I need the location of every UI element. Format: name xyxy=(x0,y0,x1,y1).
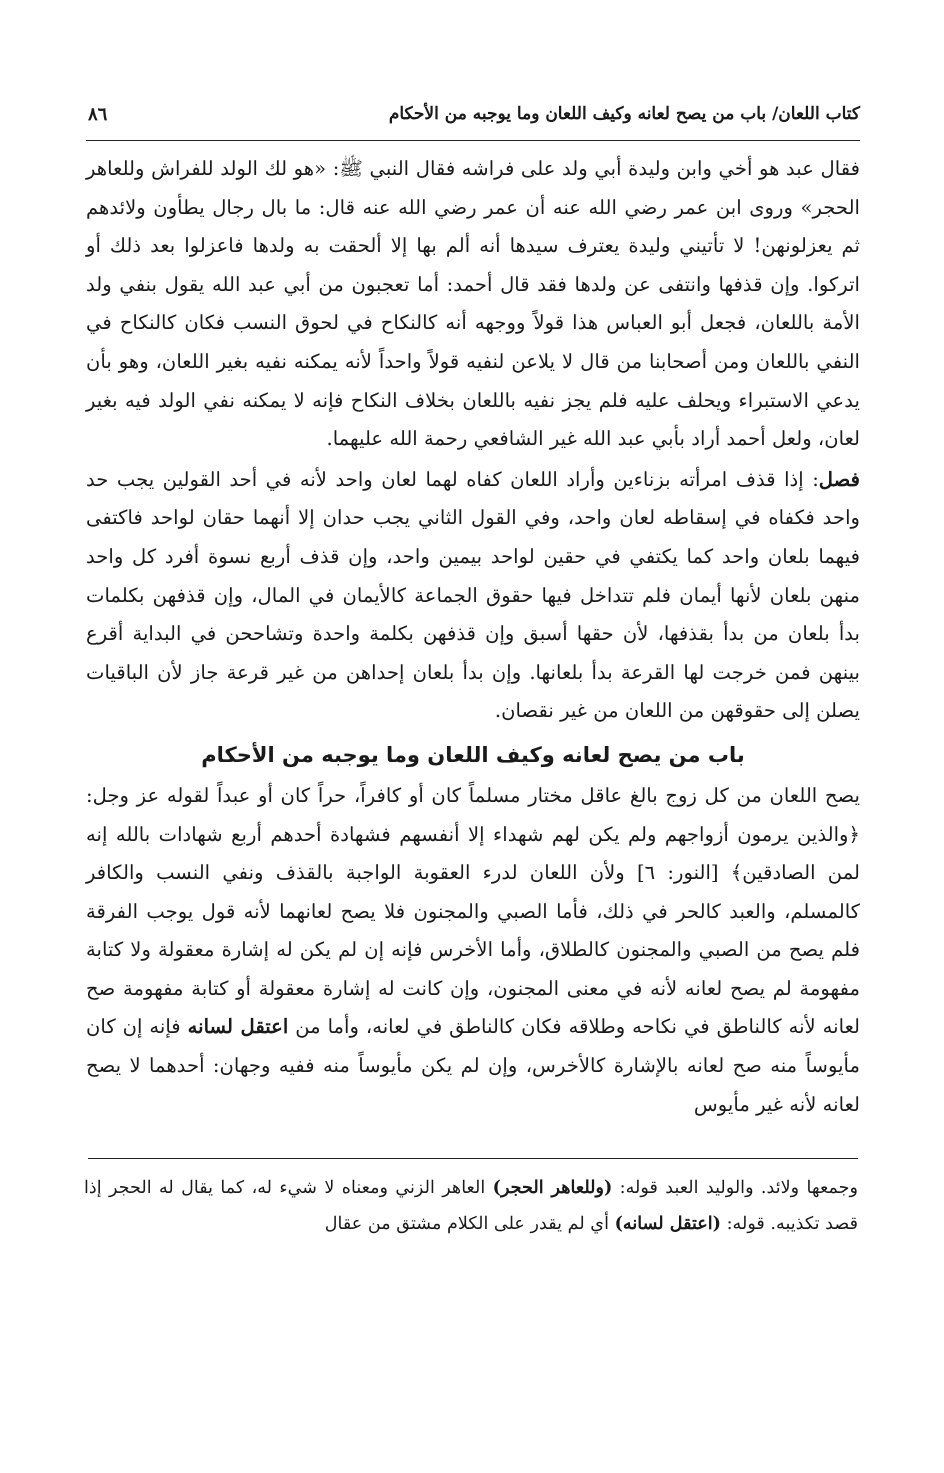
fasl-text: : إذا قذف امرأته بزناءين وأراد اللعان كفاه لهما لعان واحد لأنه في أحد القولين يجب حد واحد فكفاه في إسقاطه لعان واحد، وفي القول الثاني يجب حدان إلا أنهما حقان لواحد فاكتفى فيهما بلعان واحد كما يكتفي في حقين لواحد بيمين واحد، وإن قذف أربع نسوة أفرد كل واحد منهن بلعان لأنها أيمان فلم تتداخل فيها حقوق الجماعة كالأيمان في المال، وإن قذفهن بكلمات بدأ بلعان من بدأ بقذفها، لأن حقها أسبق وإن قذفهن بكلمة واحدة وتشاححن في البداية أقرع بينهن فمن خرجت لها القرعة بدأ بلعانها. وإن بدأ بلعان إحداهن من غير قرعة جاز لأن الباقيات يصلن إلى حقوقهن من اللعان من غير نقصان. xyxy=(86,467,860,723)
header-rule xyxy=(86,140,860,141)
main-text xyxy=(86,150,860,1124)
book-page xyxy=(86,92,860,1124)
footnote-text-1: وجمعها ولائد. والوليد العبد قوله: xyxy=(612,1178,858,1198)
paragraph-fasl xyxy=(86,461,860,731)
section-heading: باب من يصح لعانه وكيف اللعان وما يوجبه من الأحكام xyxy=(201,742,745,767)
section-text-1: يصح اللعان من كل زوج بالغ عاقل مختار مسلماً كان أو كافراً، حراً كان أو عبداً لقوله عز وجل: ﴿والذين يرمون أزواجهم ولم يكن لهم شهداء إلا أنفسهم فشهادة أحدهم أربع شهادات بالله إنه لمن الصادقين﴾ [النور: ٦] ولأن اللعان لدرء العقوبة الواجبة بالقذف ونفي النسب والكافر كالمسلم، والعبد كالحر في ذلك، فأما الصبي والمجنون فلا يصح لعانهما لأنه قول يوجب الفرقة فلم يصح من الصبي والمجنون كالطلاق، وأما الأخرس فإنه إن لم يكن له إشارة معقولة ولا كتابة مفهومة لم يصح لعانه لأنه في معنى المجنون، وإن كانت له إشارة معقولة أو كتابة مفهومة صح لعانه لأنه كالناطق في نكاحه وطلاقه فكان كالناطق في لعانه، وأما من xyxy=(86,783,860,1039)
running-title: كتاب اللعان/ باب من يصح لعانه وكيف اللعان وما يوجبه من الأحكام xyxy=(388,104,860,124)
footnote-text-3: أي لم يقدر على الكلام مشتق من عقال xyxy=(324,1214,615,1234)
footnote-term-2: (اعتقل لسانه) xyxy=(614,1213,722,1234)
footnote-term-1: (وللعاهر الحجر) xyxy=(492,1177,613,1198)
section-text-2: فإنه إن كان مأيوساً منه صح لعانه بالإشارة كالأخرس، وإن لم يكن مأيوساً منه ففيه وجهان: أحدهما لا يصح لعانه لأنه غير مأيوس xyxy=(86,1015,860,1116)
fasl-label: فصل xyxy=(818,467,860,491)
page-header xyxy=(86,92,860,142)
paragraph-1: فقال عبد هو أخي وابن وليدة أبي ولد على فراشه فقال النبي ﷺ: «هو لك الولد للفراش وللعاهر الحجر» وروى ابن عمر رضي الله عنه أن عمر رضي الله عنه قال: ما بال رجال يطأون ولائدهم ثم يعزلونهن! لا تأتيني وليدة يعترف سيدها أنه ألم بها إلا ألحقت به ولدها فاعزلوا بعد ذلك أو اتركوا. وإن قذفها وانتفى عن ولدها فقد قال أحمد: أما تعجبون من أبي عبد الله يقول بنفي ولد الأمة باللعان، فجعل أبو العباس هذا قولاً ووجهه أنه كالنكاح في لحوق النسب فكان كالنكاح في النفي باللعان ومن أصحابنا من قال لا يلاعن لنفيه قولاً واحداً لأنه يمكنه نفيه بغير اللعان، وهو بأن يدعي الاستبراء ويحلف عليه فلم يجز نفيه باللعان بخلاف النكاح فإنه لا يمكنه نفي الولد فيه بغير لعان، ولعل أحمد أراد بأبي عبد الله غير الشافعي رحمة الله عليهما. xyxy=(86,157,860,451)
footnotes xyxy=(84,1170,858,1242)
section-bold-phrase: اعتقل لسانه xyxy=(187,1015,289,1039)
section-paragraph xyxy=(86,777,860,1124)
footnote-rule xyxy=(88,1158,858,1159)
footnote-text-2: العاهر الزني ومعناه لا شيء له، كما يقال له الحجر إذا قصد تكذيبه. قوله: xyxy=(84,1178,858,1234)
page-number: ٨٦ xyxy=(88,104,108,125)
footnote-paragraph xyxy=(84,1170,858,1242)
